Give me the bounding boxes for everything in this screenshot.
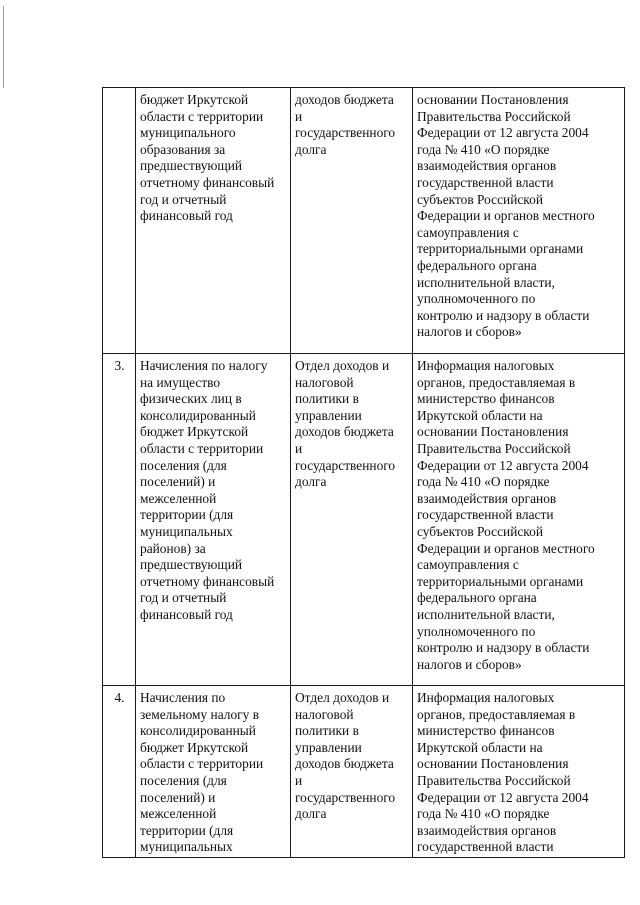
indicator-text: Начисления по земельному налогу в консолидированный бюджет Иркутской области с территории поселения (для поселений) и межселенной территории (для муниципальных	[140, 690, 264, 855]
indicator-cell	[136, 88, 291, 354]
department-cell	[291, 88, 413, 354]
indicators-table	[102, 87, 625, 858]
source-text: Информация налоговых органов, предоставляемая в министерство финансов Иркутской области на основании Постановления Правительства Российской Федерации от 12 августа 2004 года № 410 «О порядке взаимодействия органов государственной власти	[417, 690, 589, 855]
department-text: доходов бюджета и государственного долга	[295, 92, 396, 157]
indicator-text: бюджет Иркутской области с территории муниципального образования за предшествующий отчетному финансовый год и отчетный финансовый год	[140, 92, 275, 224]
table-row	[103, 686, 625, 858]
table-row	[103, 88, 625, 354]
row-number-cell	[103, 354, 136, 686]
source-text: основании Постановления Правительства Российской Федерации от 12 августа 2004 года № 410 «О порядке взаимодействия органов государственной власти субъектов Российской Федерации и органов местного самоуправления с территориальными органами федерального органа исполнительной власти, уполномоченного по контролю и надзору в области налогов и сборов»	[417, 92, 595, 340]
row-number-cell	[103, 88, 136, 354]
row-number: 4.	[114, 690, 125, 705]
department-text: Отдел доходов и налоговой политики в управлении доходов бюджета и государственного долга	[295, 358, 396, 490]
row-number: 3.	[114, 358, 125, 373]
indicator-cell	[136, 354, 291, 686]
table-row	[103, 354, 625, 686]
indicator-text: Начисления по налогу на имущество физических лиц в консолидированный бюджет Иркутской области с территории поселения (для поселений) и межселенной территории (для муниципальных районов) за предшествующий отчетному финансовый год и отчетный финансовый год	[140, 358, 275, 622]
source-cell	[413, 686, 625, 858]
department-cell	[291, 686, 413, 858]
source-text: Информация налоговых органов, предоставляемая в министерство финансов Иркутской области на основании Постановления Правительства Российской Федерации от 12 августа 2004 года № 410 «О порядке взаимодействия органов государственной власти субъектов Российской Федерации и органов местного самоуправления с территориальными органами федерального органа исполнительной власти, уполномоченного по контролю и надзору в области налогов и сборов»	[417, 358, 595, 672]
department-cell	[291, 354, 413, 686]
row-number-cell	[103, 686, 136, 858]
source-cell	[413, 354, 625, 686]
department-text: Отдел доходов и налоговой политики в управлении доходов бюджета и государственного долга	[295, 690, 396, 822]
indicator-cell	[136, 686, 291, 858]
source-cell	[413, 88, 625, 354]
margin-binding-line	[3, 6, 4, 88]
